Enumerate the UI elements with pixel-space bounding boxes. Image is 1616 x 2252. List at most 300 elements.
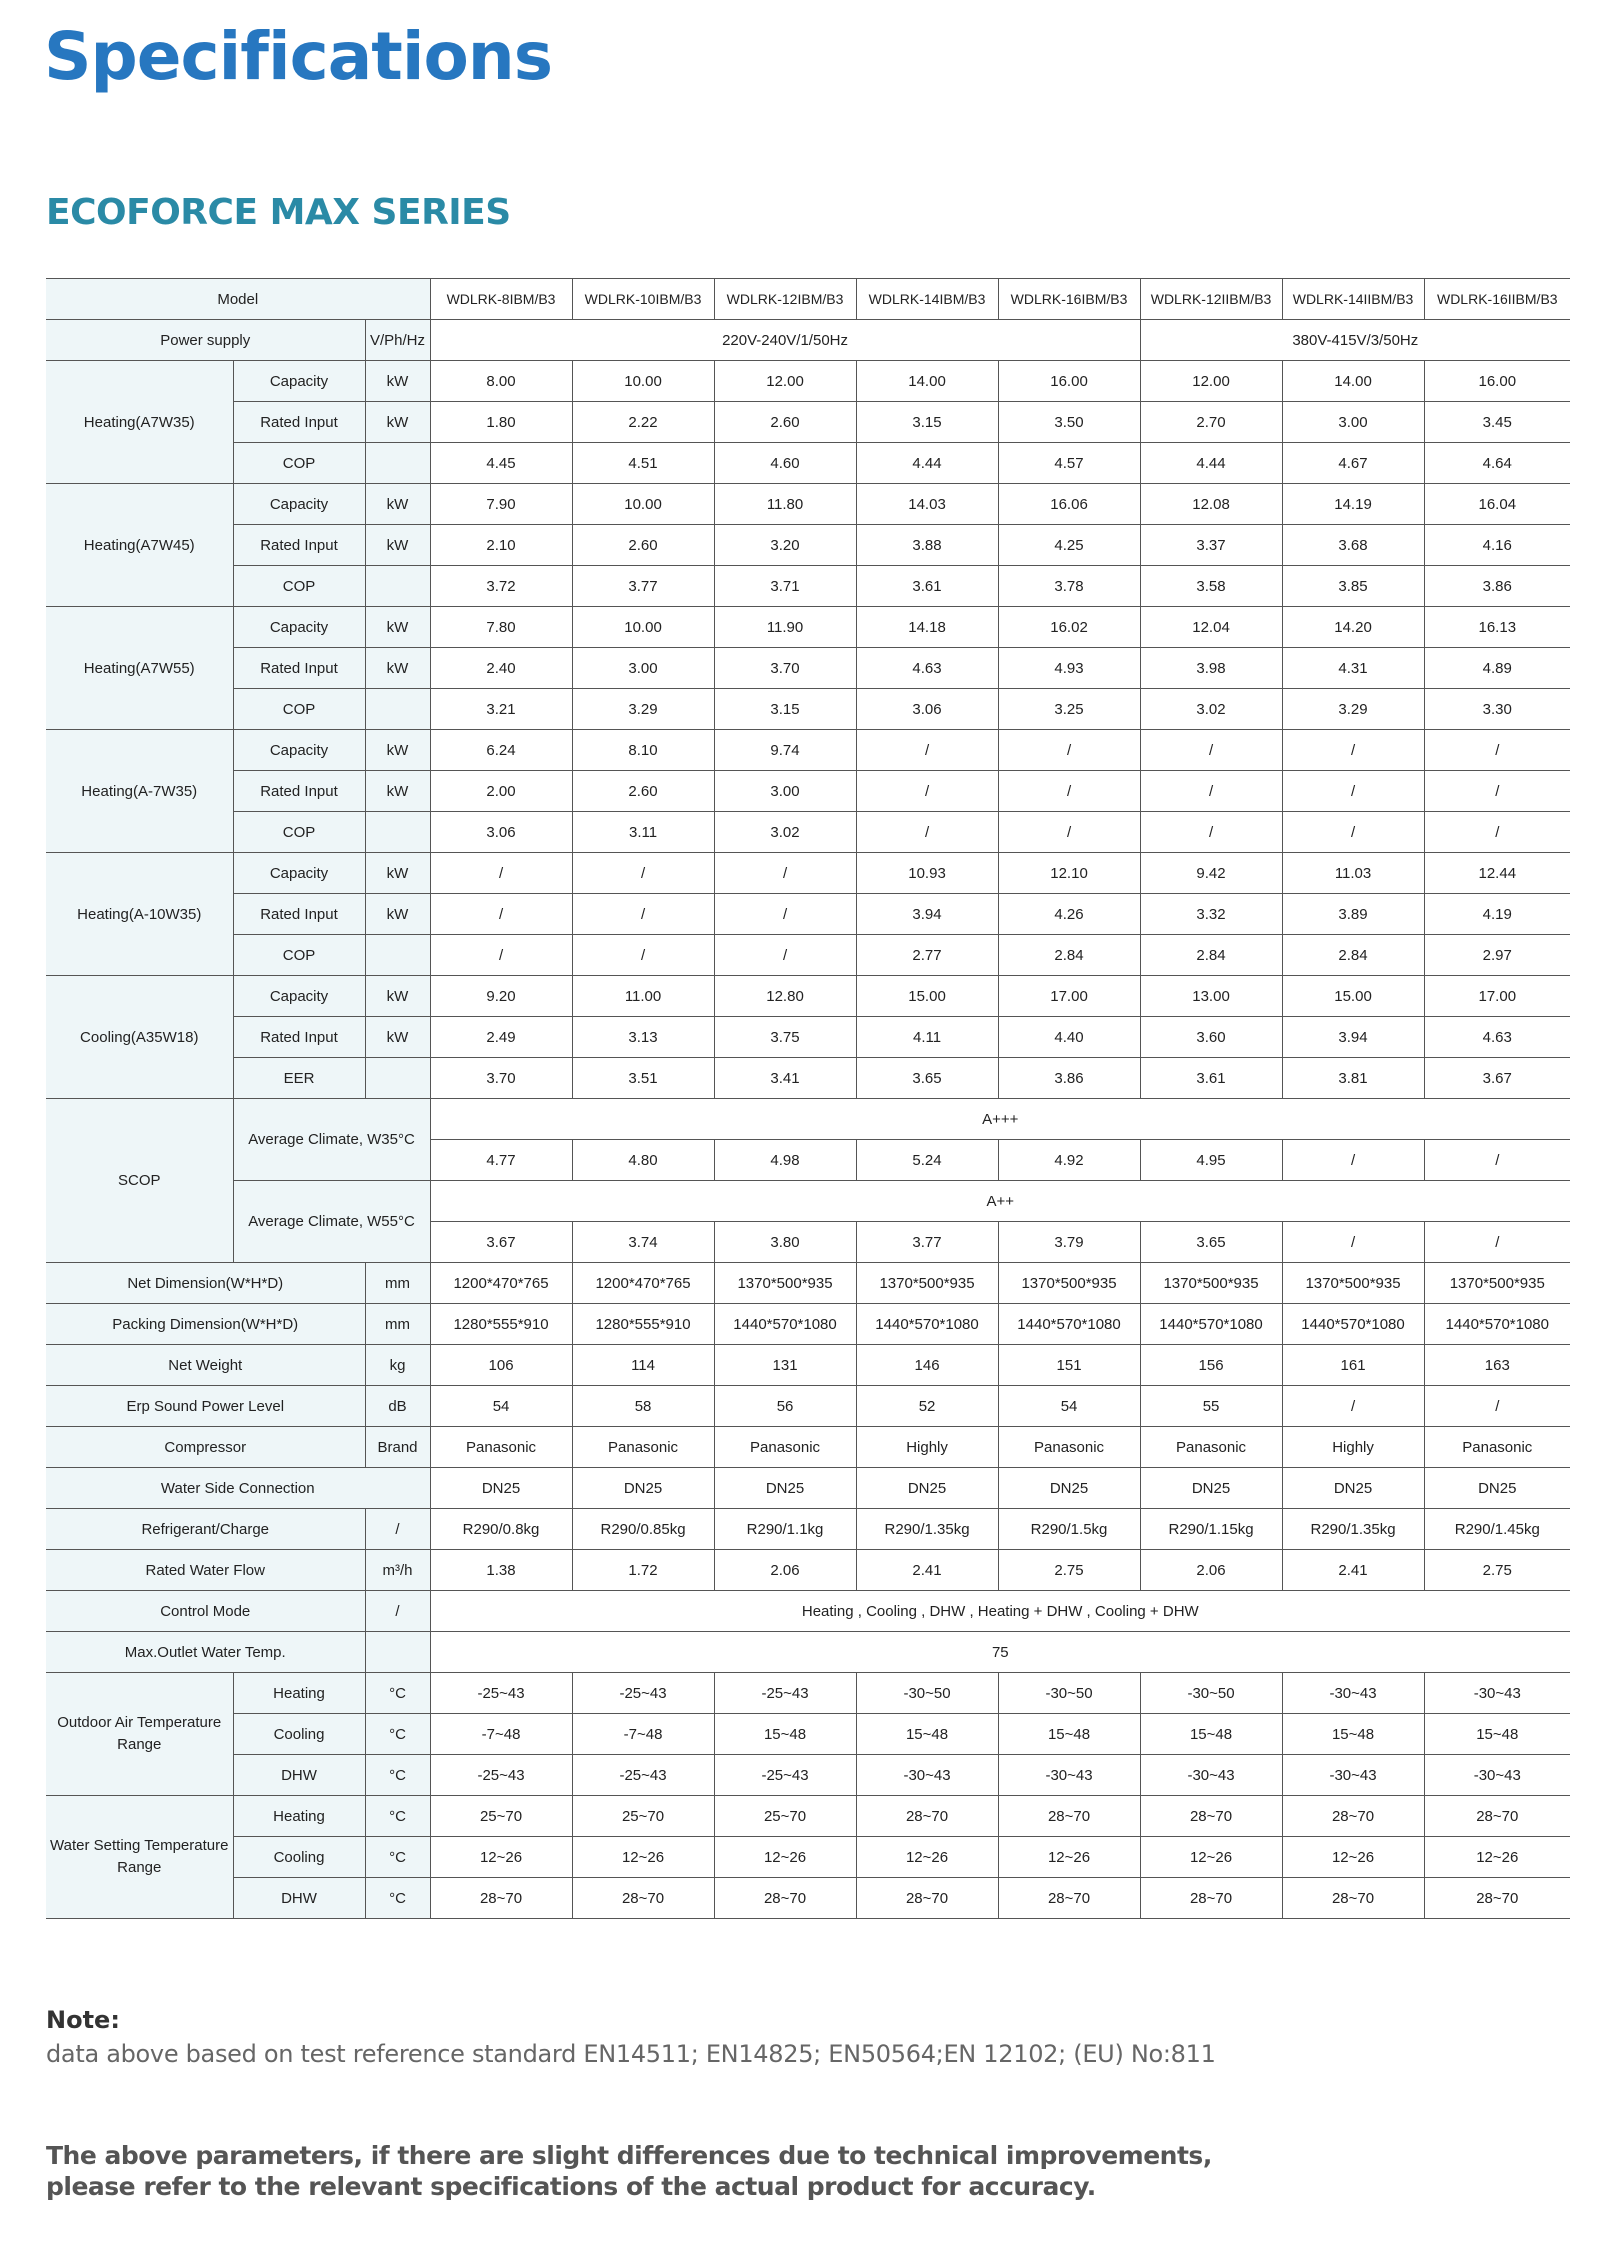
unit-label: kW [365, 976, 430, 1017]
row-label: Heating [233, 1796, 365, 1837]
performance-row [46, 976, 1570, 1017]
value-cell: 14.19 [1282, 484, 1424, 525]
value-cell: 14.18 [856, 607, 998, 648]
value-cell: 16.00 [998, 361, 1140, 402]
value-cell: 2.41 [856, 1550, 998, 1591]
value-cell: 4.63 [1424, 1017, 1570, 1058]
unit-label: kW [365, 648, 430, 689]
value-cell: / [714, 853, 856, 894]
performance-row [46, 894, 1570, 935]
value-cell: 3.29 [572, 689, 714, 730]
unit-label: kW [365, 894, 430, 935]
group-label: Heating(A7W55) [46, 607, 233, 730]
value-cell: / [856, 730, 998, 771]
series-title: ECOFORCE MAX SERIES [46, 192, 511, 233]
value-cell: 2.60 [714, 402, 856, 443]
value-cell: Highly [1282, 1427, 1424, 1468]
general-row [46, 1427, 1570, 1468]
value-cell: 4.31 [1282, 648, 1424, 689]
value-cell: / [430, 935, 572, 976]
value-cell: / [1424, 812, 1570, 853]
value-cell: DN25 [856, 1468, 998, 1509]
value-cell: 3.65 [1140, 1222, 1282, 1263]
unit-label [365, 443, 430, 484]
value-cell: 3.29 [1282, 689, 1424, 730]
value-cell: 3.21 [430, 689, 572, 730]
value-cell: -30~50 [856, 1673, 998, 1714]
specifications-table-body [46, 279, 1570, 1919]
general-row [46, 1386, 1570, 1427]
value-cell: -30~43 [1282, 1755, 1424, 1796]
value-cell: / [1282, 1386, 1424, 1427]
value-cell: 3.11 [572, 812, 714, 853]
unit-label: kW [365, 402, 430, 443]
unit-label: °C [365, 1714, 430, 1755]
value-cell: 4.57 [998, 443, 1140, 484]
value-cell: / [430, 853, 572, 894]
value-cell: 161 [1282, 1345, 1424, 1386]
row-label: Rated Input [233, 648, 365, 689]
performance-row [46, 607, 1570, 648]
value-cell: Panasonic [998, 1427, 1140, 1468]
value-cell: 12.80 [714, 976, 856, 1017]
value-cell: Panasonic [1140, 1427, 1282, 1468]
value-cell: 15~48 [856, 1714, 998, 1755]
value-cell: -25~43 [430, 1755, 572, 1796]
value-cell: R290/0.85kg [572, 1509, 714, 1550]
value-cell: 3.02 [1140, 689, 1282, 730]
unit-label [365, 566, 430, 607]
performance-row [46, 1017, 1570, 1058]
value-cell: 3.89 [1282, 894, 1424, 935]
unit-label: °C [365, 1755, 430, 1796]
value-cell: 4.60 [714, 443, 856, 484]
performance-row [46, 771, 1570, 812]
value-cell: 55 [1140, 1386, 1282, 1427]
value-cell: / [1140, 771, 1282, 812]
unit-label [365, 689, 430, 730]
row-label: Net Dimension(W*H*D) [46, 1263, 365, 1304]
row-label: Net Weight [46, 1345, 365, 1386]
value-cell: -30~43 [1140, 1755, 1282, 1796]
value-cell: 15.00 [856, 976, 998, 1017]
value-cell: -25~43 [714, 1673, 856, 1714]
value-cell: 3.72 [430, 566, 572, 607]
value-cell: 4.80 [572, 1140, 714, 1181]
row-label: Erp Sound Power Level [46, 1386, 365, 1427]
model-name: WDLRK-14IIBM/B3 [1282, 279, 1424, 320]
performance-row [46, 812, 1570, 853]
value-cell: 28~70 [1140, 1796, 1282, 1837]
value-cell: 28~70 [1282, 1796, 1424, 1837]
unit-label: kW [365, 853, 430, 894]
value-cell: 58 [572, 1386, 714, 1427]
performance-row [46, 689, 1570, 730]
value-cell: 151 [998, 1345, 1140, 1386]
unit-label: kW [365, 361, 430, 402]
row-label: COP [233, 812, 365, 853]
scop-condition-label: Average Climate, W55°C [233, 1181, 430, 1263]
row-label: Capacity [233, 361, 365, 402]
value-cell: 8.00 [430, 361, 572, 402]
value-cell: 10.93 [856, 853, 998, 894]
value-cell: / [714, 935, 856, 976]
value-cell: 3.68 [1282, 525, 1424, 566]
range-row [46, 1755, 1570, 1796]
value-cell: 25~70 [430, 1796, 572, 1837]
value-cell: R290/0.8kg [430, 1509, 572, 1550]
value-cell: 3.61 [856, 566, 998, 607]
value-cell: 4.92 [998, 1140, 1140, 1181]
model-name: WDLRK-16IIBM/B3 [1424, 279, 1570, 320]
value-cell: 4.40 [998, 1017, 1140, 1058]
value-cell: 4.44 [1140, 443, 1282, 484]
value-cell: 16.06 [998, 484, 1140, 525]
value-cell: 28~70 [714, 1878, 856, 1919]
value-cell: 2.84 [998, 935, 1140, 976]
value-cell: / [1424, 1140, 1570, 1181]
value-cell: / [998, 812, 1140, 853]
value-cell: 15~48 [1140, 1714, 1282, 1755]
value-cell: 2.84 [1140, 935, 1282, 976]
value-cell: 2.00 [430, 771, 572, 812]
value-cell: -30~43 [1424, 1755, 1570, 1796]
value-cell: 28~70 [572, 1878, 714, 1919]
value-cell: -30~43 [1282, 1673, 1424, 1714]
value-cell: 3.74 [572, 1222, 714, 1263]
value-cell: Panasonic [430, 1427, 572, 1468]
value-cell: 16.02 [998, 607, 1140, 648]
row-label: DHW [233, 1755, 365, 1796]
value-cell: 3.81 [1282, 1058, 1424, 1099]
group-label: Water Setting Temperature Range [46, 1796, 233, 1919]
row-label: COP [233, 935, 365, 976]
value-cell: 4.63 [856, 648, 998, 689]
unit-label: °C [365, 1673, 430, 1714]
energy-class: A++ [430, 1181, 1570, 1222]
value-cell: 12.10 [998, 853, 1140, 894]
general-row [46, 1509, 1570, 1550]
value-cell: 2.70 [1140, 402, 1282, 443]
value-cell: 106 [430, 1345, 572, 1386]
value-cell: 12.00 [714, 361, 856, 402]
value-cell: 15.00 [1282, 976, 1424, 1017]
value-cell: 3.13 [572, 1017, 714, 1058]
value-cell: 4.25 [998, 525, 1140, 566]
value-cell: / [572, 853, 714, 894]
value-cell: 3.86 [1424, 566, 1570, 607]
value-cell: 3.37 [1140, 525, 1282, 566]
value-cell: 3.06 [430, 812, 572, 853]
value-cell: / [1424, 1386, 1570, 1427]
value-cell: 3.80 [714, 1222, 856, 1263]
three-phase-supply: 380V-415V/3/50Hz [1140, 320, 1570, 361]
unit-label: mm [365, 1304, 430, 1345]
range-row [46, 1837, 1570, 1878]
value-cell: / [1282, 771, 1424, 812]
value-cell: 56 [714, 1386, 856, 1427]
value-cell: 2.41 [1282, 1550, 1424, 1591]
general-row [46, 1550, 1570, 1591]
value-cell: 12.08 [1140, 484, 1282, 525]
model-name: WDLRK-16IBM/B3 [998, 279, 1140, 320]
value-cell: 3.88 [856, 525, 998, 566]
performance-row [46, 361, 1570, 402]
value-cell: 3.70 [430, 1058, 572, 1099]
model-label: Model [46, 279, 430, 320]
value-cell: 3.41 [714, 1058, 856, 1099]
row-label: DHW [233, 1878, 365, 1919]
merged-value: 75 [430, 1632, 1570, 1673]
value-cell: -25~43 [430, 1673, 572, 1714]
value-cell: DN25 [572, 1468, 714, 1509]
value-cell: 4.51 [572, 443, 714, 484]
row-label: Rated Input [233, 402, 365, 443]
value-cell: 28~70 [998, 1878, 1140, 1919]
performance-row [46, 566, 1570, 607]
value-cell: 4.98 [714, 1140, 856, 1181]
value-cell: 3.77 [856, 1222, 998, 1263]
value-cell: 3.94 [856, 894, 998, 935]
value-cell: 3.77 [572, 566, 714, 607]
value-cell: / [1140, 812, 1282, 853]
value-cell: 1.38 [430, 1550, 572, 1591]
value-cell: 14.03 [856, 484, 998, 525]
value-cell: 54 [430, 1386, 572, 1427]
note-body: data above based on test reference standard EN14511; EN14825; EN50564;EN 12102; (EU) No:811 [46, 2040, 1216, 2068]
value-cell: 1440*570*1080 [1282, 1304, 1424, 1345]
value-cell: 3.71 [714, 566, 856, 607]
value-cell: 4.64 [1424, 443, 1570, 484]
group-label: Heating(A7W35) [46, 361, 233, 484]
value-cell: 10.00 [572, 607, 714, 648]
value-cell: 3.61 [1140, 1058, 1282, 1099]
value-cell: -30~50 [998, 1673, 1140, 1714]
value-cell: R290/1.45kg [1424, 1509, 1570, 1550]
row-label: Compressor [46, 1427, 365, 1468]
model-name: WDLRK-8IBM/B3 [430, 279, 572, 320]
row-label: Capacity [233, 853, 365, 894]
model-name: WDLRK-10IBM/B3 [572, 279, 714, 320]
value-cell: Panasonic [714, 1427, 856, 1468]
disclaimer-line-2: please refer to the relevant specifications of the actual product for accuracy. [46, 2172, 1096, 2201]
value-cell: 1280*555*910 [572, 1304, 714, 1345]
row-label: COP [233, 443, 365, 484]
value-cell: / [1282, 1140, 1424, 1181]
value-cell: 17.00 [998, 976, 1140, 1017]
water-connection-row [46, 1468, 1570, 1509]
model-name: WDLRK-12IIBM/B3 [1140, 279, 1282, 320]
specifications-table [46, 278, 1570, 1919]
row-label: Control Mode [46, 1591, 365, 1632]
value-cell: 2.97 [1424, 935, 1570, 976]
value-cell: 1440*570*1080 [998, 1304, 1140, 1345]
row-label: Water Side Connection [46, 1468, 430, 1509]
value-cell: 28~70 [1424, 1796, 1570, 1837]
value-cell: 9.20 [430, 976, 572, 1017]
value-cell: 3.51 [572, 1058, 714, 1099]
value-cell: -30~50 [1140, 1673, 1282, 1714]
range-row [46, 1714, 1570, 1755]
value-cell: 1370*500*935 [856, 1263, 998, 1304]
scop-class-row [46, 1099, 1570, 1140]
unit-label: / [365, 1591, 430, 1632]
value-cell: 12.44 [1424, 853, 1570, 894]
value-cell: 15~48 [1282, 1714, 1424, 1755]
value-cell: 114 [572, 1345, 714, 1386]
row-label: COP [233, 566, 365, 607]
unit-label: m³/h [365, 1550, 430, 1591]
value-cell: 6.24 [430, 730, 572, 771]
power-supply-label: Power supply [46, 320, 365, 361]
unit-label: kW [365, 607, 430, 648]
value-cell: 12~26 [430, 1837, 572, 1878]
energy-class: A+++ [430, 1099, 1570, 1140]
value-cell: 11.03 [1282, 853, 1424, 894]
value-cell: 12~26 [714, 1837, 856, 1878]
value-cell: -30~43 [1424, 1673, 1570, 1714]
value-cell: 1280*555*910 [430, 1304, 572, 1345]
value-cell: / [1424, 730, 1570, 771]
value-cell: 12~26 [856, 1837, 998, 1878]
value-cell: 28~70 [1282, 1878, 1424, 1919]
row-label: Rated Input [233, 894, 365, 935]
value-cell: 16.04 [1424, 484, 1570, 525]
row-label: COP [233, 689, 365, 730]
value-cell: 3.30 [1424, 689, 1570, 730]
performance-row [46, 443, 1570, 484]
group-label: Cooling(A35W18) [46, 976, 233, 1099]
value-cell: 2.40 [430, 648, 572, 689]
value-cell: R290/1.35kg [856, 1509, 998, 1550]
value-cell: 1370*500*935 [1424, 1263, 1570, 1304]
general-row [46, 1345, 1570, 1386]
scop-class-row [46, 1181, 1570, 1222]
value-cell: 15~48 [1424, 1714, 1570, 1755]
row-label: Max.Outlet Water Temp. [46, 1632, 365, 1673]
value-cell: DN25 [430, 1468, 572, 1509]
value-cell: 5.24 [856, 1140, 998, 1181]
value-cell: / [572, 894, 714, 935]
value-cell: 14.00 [1282, 361, 1424, 402]
general-row [46, 1263, 1570, 1304]
control-mode-row [46, 1591, 1570, 1632]
value-cell: 12.04 [1140, 607, 1282, 648]
row-label: Cooling [233, 1837, 365, 1878]
value-cell: 3.78 [998, 566, 1140, 607]
value-cell: 1440*570*1080 [714, 1304, 856, 1345]
value-cell: 3.85 [1282, 566, 1424, 607]
unit-label: °C [365, 1796, 430, 1837]
value-cell: 3.60 [1140, 1017, 1282, 1058]
value-cell: 4.11 [856, 1017, 998, 1058]
value-cell: 3.67 [430, 1222, 572, 1263]
value-cell: 156 [1140, 1345, 1282, 1386]
value-cell: / [856, 812, 998, 853]
value-cell: / [1282, 730, 1424, 771]
value-cell: 131 [714, 1345, 856, 1386]
value-cell: / [572, 935, 714, 976]
value-cell: / [998, 771, 1140, 812]
unit-label: Brand [365, 1427, 430, 1468]
value-cell: / [1282, 812, 1424, 853]
performance-row [46, 853, 1570, 894]
value-cell: 3.00 [1282, 402, 1424, 443]
model-row [46, 279, 1570, 320]
value-cell: 13.00 [1140, 976, 1282, 1017]
value-cell: 2.77 [856, 935, 998, 976]
value-cell: 3.00 [714, 771, 856, 812]
single-phase-supply: 220V-240V/1/50Hz [430, 320, 1140, 361]
unit-label: °C [365, 1878, 430, 1919]
value-cell: 1370*500*935 [714, 1263, 856, 1304]
scop-label: SCOP [46, 1099, 233, 1263]
row-label: Packing Dimension(W*H*D) [46, 1304, 365, 1345]
value-cell: Panasonic [1424, 1427, 1570, 1468]
value-cell: 15~48 [714, 1714, 856, 1755]
row-label: Rated Input [233, 1017, 365, 1058]
value-cell: 1200*470*765 [430, 1263, 572, 1304]
value-cell: 3.25 [998, 689, 1140, 730]
value-cell: Highly [856, 1427, 998, 1468]
value-cell: -7~48 [430, 1714, 572, 1755]
disclaimer-line-1: The above parameters, if there are slight differences due to technical improvements, [46, 2141, 1212, 2170]
merged-value: Heating , Cooling , DHW , Heating + DHW , Cooling + DHW [430, 1591, 1570, 1632]
performance-row [46, 1058, 1570, 1099]
row-label: Refrigerant/Charge [46, 1509, 365, 1550]
value-cell: 3.94 [1282, 1017, 1424, 1058]
value-cell: 1440*570*1080 [1424, 1304, 1570, 1345]
value-cell: 2.84 [1282, 935, 1424, 976]
value-cell: 1.72 [572, 1550, 714, 1591]
row-label: Rated Water Flow [46, 1550, 365, 1591]
value-cell: 9.74 [714, 730, 856, 771]
unit-label: kg [365, 1345, 430, 1386]
value-cell: 3.00 [572, 648, 714, 689]
performance-row [46, 402, 1570, 443]
value-cell: DN25 [1140, 1468, 1282, 1509]
unit-label: / [365, 1509, 430, 1550]
value-cell: 7.80 [430, 607, 572, 648]
value-cell: 3.45 [1424, 402, 1570, 443]
value-cell: 28~70 [856, 1796, 998, 1837]
value-cell: 28~70 [430, 1878, 572, 1919]
row-label: Rated Input [233, 525, 365, 566]
value-cell: 3.58 [1140, 566, 1282, 607]
value-cell: -25~43 [572, 1673, 714, 1714]
group-label: Heating(A-10W35) [46, 853, 233, 976]
group-label: Heating(A-7W35) [46, 730, 233, 853]
value-cell: R290/1.35kg [1282, 1509, 1424, 1550]
value-cell: Panasonic [572, 1427, 714, 1468]
unit-label: kW [365, 484, 430, 525]
value-cell: 4.16 [1424, 525, 1570, 566]
value-cell: -30~43 [998, 1755, 1140, 1796]
value-cell: 4.44 [856, 443, 998, 484]
value-cell: 4.45 [430, 443, 572, 484]
value-cell: R290/1.5kg [998, 1509, 1140, 1550]
value-cell: 52 [856, 1386, 998, 1427]
value-cell: 12~26 [572, 1837, 714, 1878]
row-label: Capacity [233, 730, 365, 771]
unit-label [365, 812, 430, 853]
model-name: WDLRK-12IBM/B3 [714, 279, 856, 320]
value-cell: 2.60 [572, 771, 714, 812]
value-cell: 3.06 [856, 689, 998, 730]
model-name: WDLRK-14IBM/B3 [856, 279, 998, 320]
value-cell: 14.00 [856, 361, 998, 402]
value-cell: 4.26 [998, 894, 1140, 935]
